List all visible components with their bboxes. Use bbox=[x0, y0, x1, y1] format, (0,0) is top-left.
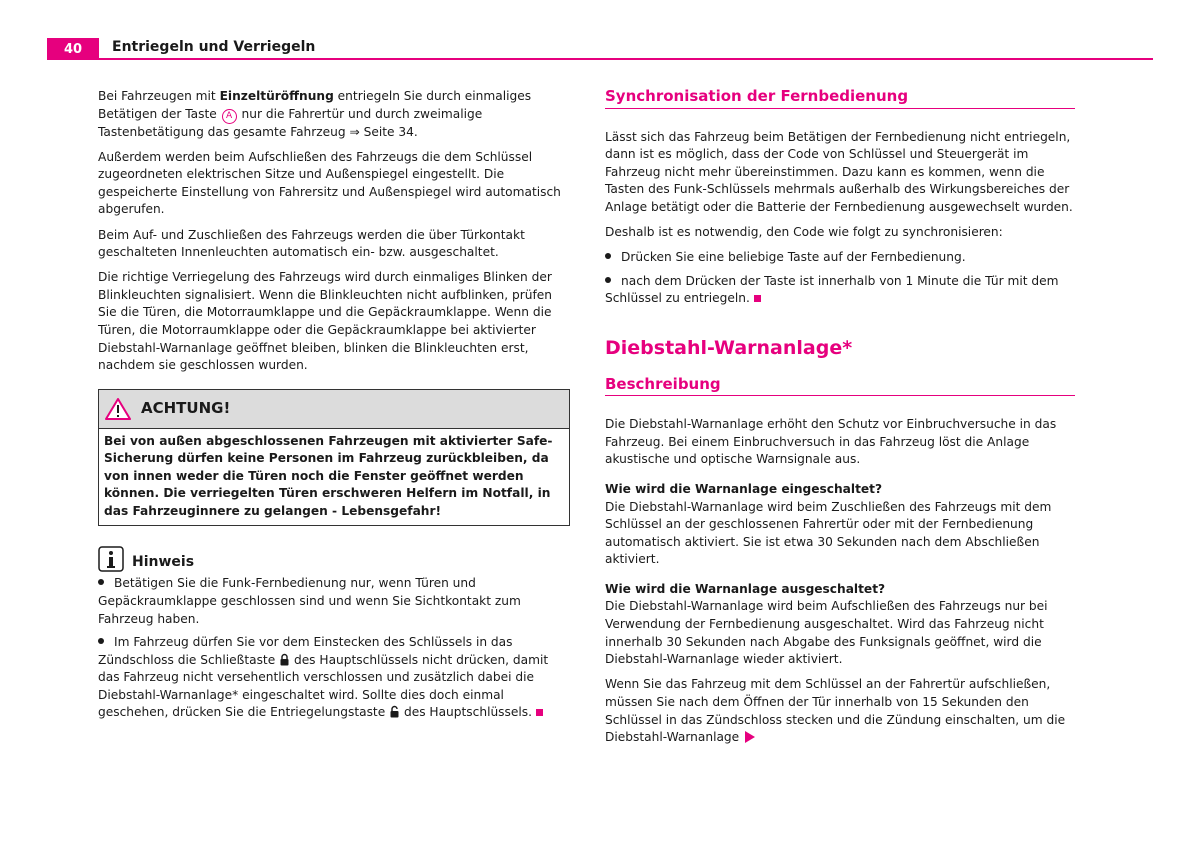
hint-header bbox=[98, 546, 570, 572]
unlock-icon bbox=[389, 705, 400, 718]
text: Bei Fahrzeugen mit bbox=[98, 89, 220, 103]
warning-box bbox=[98, 389, 570, 527]
bullet-icon bbox=[605, 253, 611, 259]
text: entriegeln Sie durch einmaliges Betätigen der Taste bbox=[98, 89, 532, 121]
warning-title: ACHTUNG! bbox=[141, 399, 231, 418]
text: Drücken Sie eine beliebige Taste auf der Fernbedienung. bbox=[621, 250, 966, 265]
section-title-sync: Synchronisation der Fernbedienung bbox=[605, 88, 1075, 109]
header-rule bbox=[47, 58, 1153, 60]
paragraph-sync-intro: Lässt sich das Fahrzeug beim Betätigen der Fernbedienung nicht entriegeln, dann ist es möglich, dass der Code von Schlüssel und Steuergerät im Fahrzeug nicht mehr übereinstimmen. Dazu kann es kommen, wenn die Tasten des Funk-Schlüssels mehrmals außerhalb des Wirkungsbereiches der Anlage betätigt oder die Batterie der Fernbedienung ausgewechselt wurden. bbox=[605, 129, 1073, 214]
paragraph-seats-mirrors: Außerdem werden beim Aufschließen des Fahrzeugs die dem Schlüssel zugeordneten elektrischen Sitze und Außenspiegel eingestellt. Die gespeicherte Einstellung von Fahrersitz und Außenspiegel wird automatisch abgerufen. bbox=[98, 149, 561, 217]
emphasis: Einzeltüröffnung bbox=[219, 89, 334, 103]
sync-bullet-1 bbox=[605, 249, 1077, 267]
hint-bullet-1 bbox=[98, 575, 570, 628]
warning-text: Bei von außen abgeschlossenen Fahrzeugen mit aktivierter Safe-Sicherung dürfen keine Personen im Fahrzeug zurückbleiben, da von innen weder die Türen noch die Fenster geöffnet werden können. Die verriegelten Türen erschweren Helfern im Notfall, in das Fahrzeuginnere zu gelangen - Lebensgefahr! bbox=[104, 433, 553, 518]
text: des Hauptschlüssels nicht drücken, damit das Fahrzeug nicht versehentlich verschlossen und zusätzlich dabei die Diebstahl-Warnanlage* eingeschaltet wird. Sollte dies doch einmal geschehen, drücken Sie die Entriegelungstaste bbox=[98, 652, 549, 720]
warning-triangle-icon bbox=[105, 397, 131, 421]
paragraph-key-unlock bbox=[605, 676, 1077, 746]
question-activate: Wie wird die Warnanlage eingeschaltet? bbox=[605, 481, 883, 496]
paragraph-interior-lights: Beim Auf- und Zuschließen des Fahrzeugs werden die über Türkontakt geschalteten Innenleuchten automatisch ein- bzw. ausgeschaltet. bbox=[98, 227, 525, 260]
answer-activate: Die Diebstahl-Warnanlage wird beim Zuschließen des Fahrzeugs mit dem Schlüssel an der geschlossenen Fahrertür oder mit der Fernbedienung automatisch aktiviert. Sie ist etwa 30 Sekunden nach dem Abschließen aktiviert. bbox=[605, 499, 1052, 567]
key-a-icon: A bbox=[222, 109, 237, 124]
page-number: 40 bbox=[47, 38, 99, 60]
section-title-description: Beschreibung bbox=[605, 376, 1075, 397]
hint-bullet-2 bbox=[98, 634, 570, 722]
arrow-right-icon: ⇒ bbox=[349, 124, 360, 139]
info-icon bbox=[98, 546, 124, 572]
text: nach dem Drücken der Taste ist innerhalb von 1 Minute die Tür mit dem Schlüssel zu entriegeln. bbox=[605, 273, 1059, 306]
page-reference[interactable]: Seite 34. bbox=[359, 124, 418, 139]
paragraph-single-door-opening bbox=[98, 88, 570, 141]
answer-deactivate: Die Diebstahl-Warnanlage wird beim Aufschließen des Fahrzeugs nur bei Verwendung der Fernbedienung ausgeschaltet. Wird das Fahrzeug nicht innerhalb 30 Sekunden nach Abgabe des Funksignals geöffnet, wird die Diebstahl-Warnanlage wieder aktiviert. bbox=[605, 599, 1048, 667]
continue-arrow-icon bbox=[745, 731, 755, 743]
bullet-icon bbox=[605, 277, 611, 283]
paragraph-sync-steps: Deshalb ist es notwendig, den Code wie folgt zu synchronisieren: bbox=[605, 225, 1003, 240]
paragraph-alarm-intro: Die Diebstahl-Warnanlage erhöht den Schutz vor Einbruchversuche in das Fahrzeug. Bei einem Einbruchversuch in das Fahrzeug löst die Anlage akustische und optische Warnsignale aus. bbox=[605, 417, 1057, 467]
text: Im Fahrzeug dürfen Sie vor dem Einstecken des Schlüssels in das Zündschloss die Schließtaste bbox=[98, 635, 513, 667]
lock-icon bbox=[279, 653, 290, 666]
text: nur die Fahrertür und durch zweimalige Tastenbetätigung das gesamte Fahrzeug bbox=[98, 106, 483, 139]
bullet-icon bbox=[98, 638, 104, 644]
sync-bullet-2 bbox=[605, 273, 1077, 308]
text: des Hauptschlüssels. bbox=[400, 705, 532, 720]
right-column bbox=[605, 88, 1077, 754]
page-header-title: Entriegeln und Verriegeln bbox=[112, 39, 316, 55]
left-column bbox=[98, 88, 570, 728]
end-of-section-icon bbox=[536, 709, 543, 716]
text: Wenn Sie das Fahrzeug mit dem Schlüssel an der Fahrertür aufschließen, müssen Sie nach dem Öffnen der Tür innerhalb von 15 Sekunden den Schlüssel in das Zündschloss stecken und die Zündung einschalten, um die Diebstahl-Warnanlage bbox=[605, 677, 1066, 745]
question-deactivate: Wie wird die Warnanlage ausgeschaltet? bbox=[605, 581, 886, 596]
paragraph-indicator-blink: Die richtige Verriegelung des Fahrzeugs wird durch einmaliges Blinken der Blinkleuchten signalisiert. Wenn die Blinkleuchten nicht aufblinken, prüfen Sie die Türen, die Motorraumklappe und die Gepäckraumklappe. Wenn die Türen, die Motorraumklappe oder die Gepäckraumklappe bei aktivierter Diebstahl-Warnanlage geöffnet bleiben, blinken die Blinkleuchten erst, nachdem sie geschlossen wurden. bbox=[98, 270, 552, 373]
text: Betätigen Sie die Funk-Fernbedienung nur, wenn Türen und Gepäckraumklappe geschlossen sind und wenn Sie Sichtkontakt zum Fahrzeug haben. bbox=[98, 576, 521, 626]
end-of-section-icon bbox=[754, 295, 761, 302]
warning-header bbox=[99, 390, 569, 429]
bullet-icon bbox=[98, 579, 104, 585]
hint-title: Hinweis bbox=[132, 553, 195, 570]
chapter-title-alarm: Diebstahl-Warnanlage* bbox=[605, 336, 853, 359]
